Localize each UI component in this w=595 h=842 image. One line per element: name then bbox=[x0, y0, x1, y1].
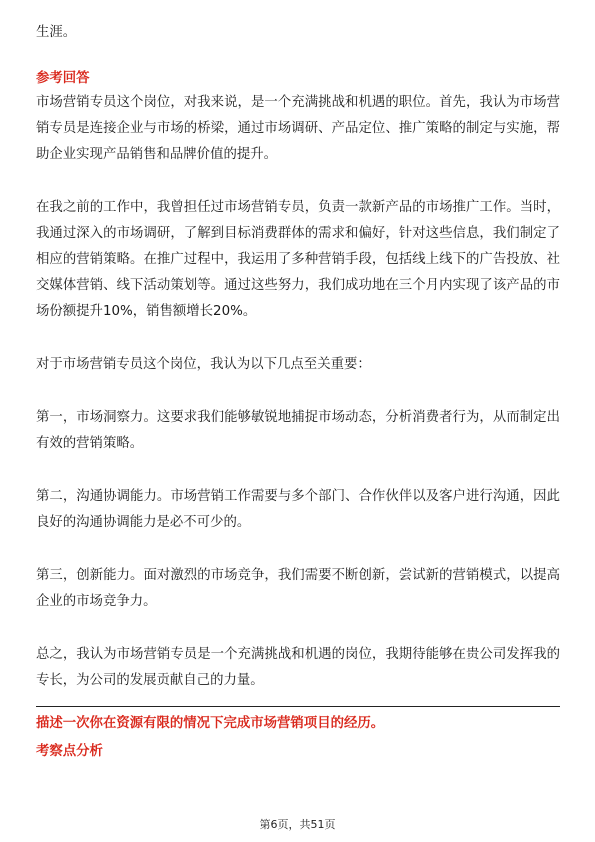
answer-paragraph-experience: 在我之前的工作中，我曾担任过市场营销专员，负责一款新产品的市场推广工作。当时，我通过深入的市场调研，了解到目标消费群体的需求和偏好，针对这些信息，我们制定了相应的营销策略。在推广过程中，我运用了多种营销手段，包括线上线下的广告投放、社交媒体营销、线下活动策划等。通过这些努力，我们成功地在三个月内实现了该产品的市场份额提升10%，销售额增长20%。 bbox=[36, 200, 560, 319]
answer-paragraph-point-2: 第二，沟通协调能力。市场营销工作需要与多个部门、合作伙伴以及客户进行沟通，因此良好的沟通协调能力是必不可少的。 bbox=[36, 489, 560, 530]
page-content bbox=[36, 20, 560, 763]
answer-paragraph-point-1: 第一，市场洞察力。这要求我们能够敏锐地捕捉市场动态，分析消费者行为，从而制定出有效的营销策略。 bbox=[36, 410, 560, 451]
answer-heading: 参考回答 bbox=[36, 71, 90, 86]
analysis-heading: 考察点分析 bbox=[36, 744, 103, 759]
answer-paragraph-point-3: 第三，创新能力。面对激烈的市场竞争，我们需要不断创新，尝试新的营销模式，以提高企业的市场竞争力。 bbox=[36, 568, 560, 609]
answer-paragraph-intro: 市场营销专员这个岗位，对我来说，是一个充满挑战和机遇的职位。首先，我认为市场营销专员是连接企业与市场的桥梁，通过市场调研、产品定位、推广策略的制定与实施，帮助企业实现产品销售和品牌价值的提升。 bbox=[36, 95, 560, 162]
page-number-footer: 第6页，共51页 bbox=[259, 818, 336, 831]
answer-paragraph-conclusion: 总之，我认为市场营销专员是一个充满挑战和机遇的岗位，我期待能够在贵公司发挥我的专长，为公司的发展贡献自己的力量。 bbox=[36, 647, 560, 688]
previous-answer-fragment: 生涯。 bbox=[36, 25, 77, 40]
answer-paragraph-key-points: 对于市场营销专员这个岗位，我认为以下几点至关重要： bbox=[36, 357, 371, 372]
section-divider bbox=[36, 706, 560, 707]
next-question-heading: 描述一次你在资源有限的情况下完成市场营销项目的经历。 bbox=[36, 716, 385, 731]
